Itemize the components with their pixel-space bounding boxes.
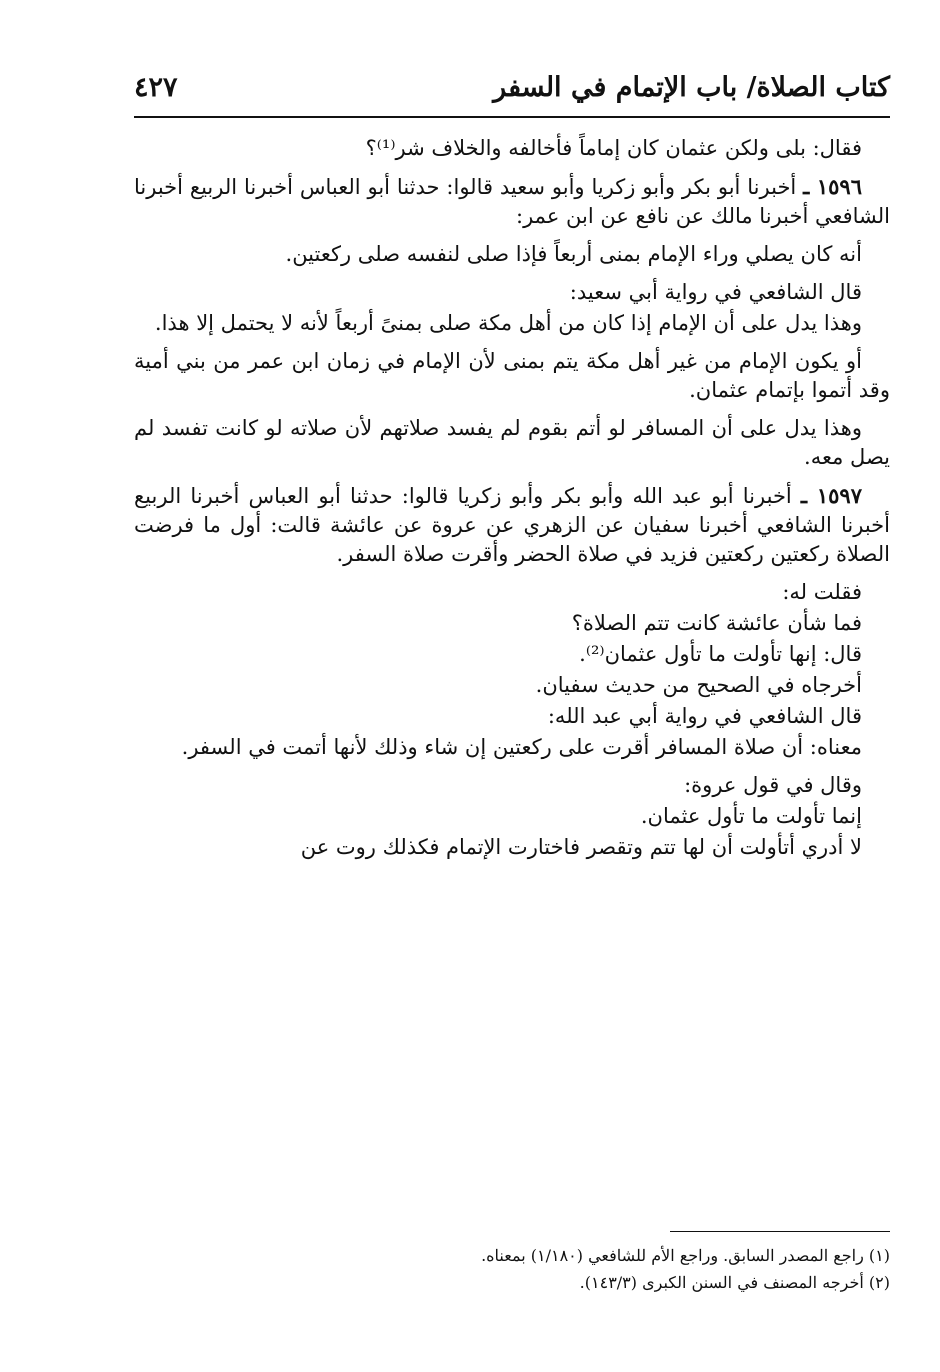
footnote: (٢) أخرجه المصنف في السنن الكبرى (١٤٣/٣).	[579, 1273, 890, 1292]
paragraph: وهذا يدل على أن الإمام إذا كان من أهل مكة صلى بمنىً أربعاً لأنه لا يحتمل إلا هذا.	[154, 311, 862, 335]
paragraph: وقال في قول عروة:	[684, 773, 862, 797]
hadith-text: أخبرنا أبو بكر وأبو زكريا وأبو سعيد قالوا: حدثنا أبو العباس أخبرنا الربيع أخبرنا الشافعي أخبرنا مالك عن نافع عن ابن عمر:	[134, 175, 890, 228]
paragraph: فقال: بلى ولكن عثمان كان إماماً فأخالفه والخلاف شر⁽¹⁾؟	[365, 136, 862, 160]
paragraph: وهذا يدل على أن المسافر لو أتم بقوم لم يفسد صلاتهم لأن صلاته لو كانت تفسد لم يصل معه.	[134, 416, 890, 469]
paragraph: أو يكون الإمام من غير أهل مكة يتم بمنى لأن الإمام في زمان ابن عمر من بني أمية وقد أتموا بإتمام عثمان.	[134, 349, 890, 402]
hadith-paragraph	[134, 172, 890, 231]
paragraph: قال الشافعي في رواية أبي سعيد:	[569, 280, 862, 304]
page-header	[134, 66, 890, 118]
running-title: كتاب الصلاة/ باب الإتمام في السفر	[493, 72, 890, 103]
page-number: ٤٢٧	[134, 72, 178, 103]
hadith-paragraph	[134, 481, 890, 569]
paragraph: أخرجاه في الصحيح من حديث سفيان.	[535, 673, 862, 697]
paragraph: قال الشافعي في رواية أبي عبد الله:	[547, 704, 862, 728]
footnote: (١) راجع المصدر السابق. وراجع الأم للشافعي (١/١٨٠) بمعناه.	[481, 1246, 890, 1265]
paragraph: فقلت له:	[782, 580, 862, 604]
paragraph: إنما تأولت ما تأول عثمان.	[640, 804, 862, 828]
paragraph: معناه: أن صلاة المسافر أقرت على ركعتين إن شاء وذلك لأنها أتمت في السفر.	[181, 735, 862, 759]
paragraph: أنه كان يصلي وراء الإمام بمنى أربعاً فإذا صلى لنفسه صلى ركعتين.	[285, 242, 862, 266]
main-text	[134, 134, 890, 871]
hadith-text: أخبرنا أبو عبد الله وأبو بكر وأبو زكريا قالوا: حدثنا أبو العباس أخبرنا الربيع أخبرنا الشافعي أخبرنا سفيان عن الزهري عن عروة عن عائشة قالت: أول ما فرضت الصلاة ركعتين ركعتين فزيد في صلاة الحضر وأقرت صلاة السفر.	[134, 484, 890, 566]
hadith-number: ١٥٩٧ ـ	[800, 483, 862, 508]
paragraph: فما شأن عائشة كانت تتم الصلاة؟	[571, 611, 862, 635]
paragraph: لا أدري أتأولت أن لها تتم وتقصر فاختارت الإتمام فكذلك روت عن	[300, 835, 862, 859]
footnotes	[134, 1242, 890, 1296]
footnote-separator	[670, 1231, 890, 1232]
hadith-number: ١٥٩٦ ـ	[803, 174, 862, 199]
paragraph: قال: إنها تأولت ما تأول عثمان⁽²⁾.	[579, 642, 862, 666]
